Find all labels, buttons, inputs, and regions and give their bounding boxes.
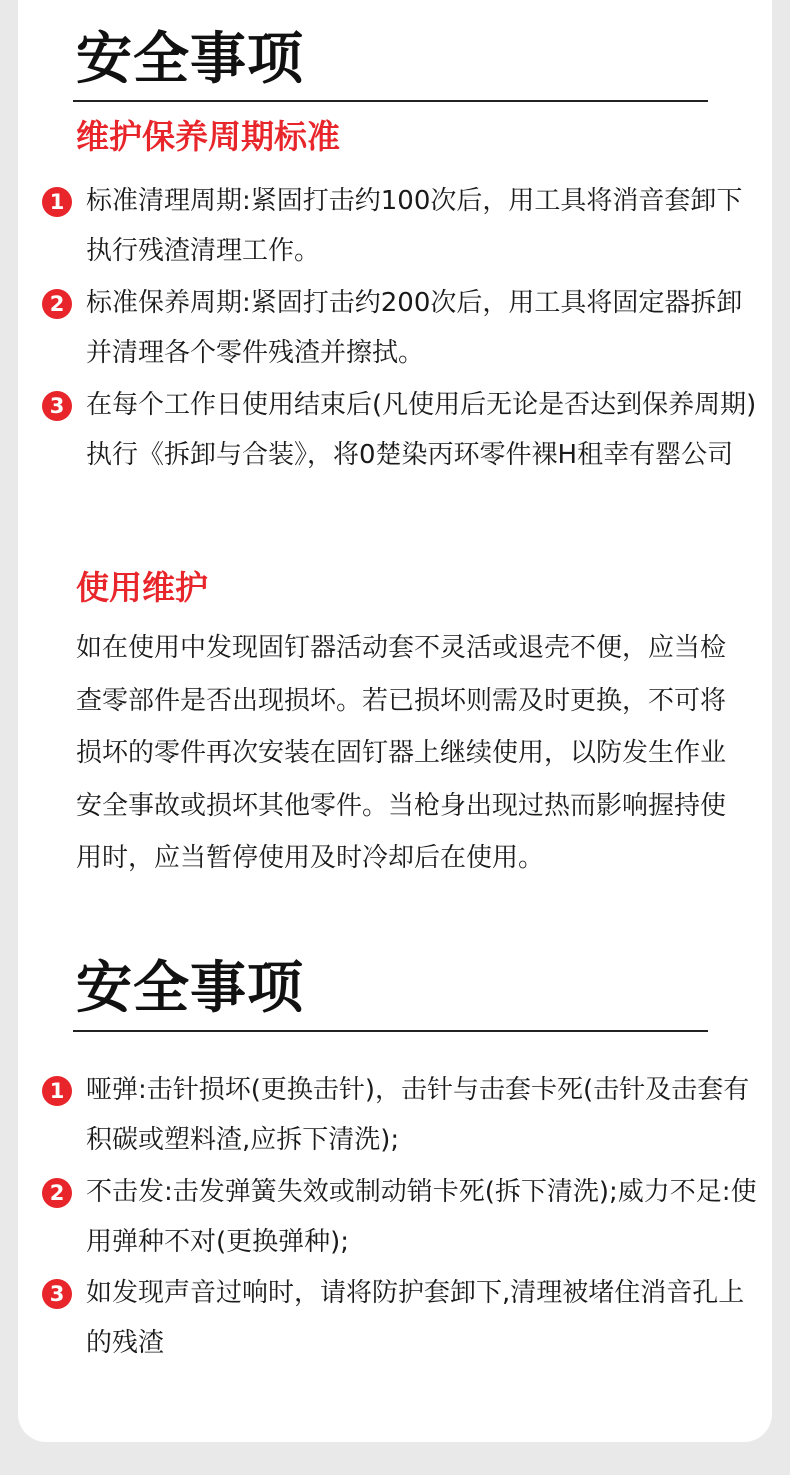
list-item-text: 不击发:击发弹簧失效或制动销卡死(拆下清洗);威力不足:使用弹种不对(更换弹种); <box>86 1177 757 1257</box>
usage-paragraph: 如在使用中发现固钉器活动套不灵活或退壳不便，应当检查零部件是否出现损坏。若已损坏则需及时更换，不可将损坏的零件再次安装在固钉器上继续使用，以防发生作业安全事故或损坏其他零件。当枪身出现过热而影响握持使用时，应当暂停使用及时冷却后在使用。 <box>76 633 727 873</box>
list-item-text: 哑弹:击针损坏(更换击针)，击针与击套卡死(击针及击套有积碳或塑料渣,应拆下清洗); <box>86 1075 750 1155</box>
number-badge: 2 <box>42 289 72 319</box>
section-divider <box>73 100 708 102</box>
list-item-text: 如发现声音过响时，请将防护套卸下,清理被堵住消音孔上的残渣 <box>86 1278 745 1358</box>
section-title-safety: 安全事项 <box>76 27 304 92</box>
number-badge: 1 <box>42 187 72 217</box>
number-badge: 3 <box>42 391 72 421</box>
list-item-text: 标准保养周期:紧固打击约200次后，用工具将固定器拆卸并清理各个零件残渣并擦拭。 <box>86 288 743 368</box>
subtitle-usage-maintenance: 使用维护 <box>76 568 208 607</box>
section-title-safety-2: 安全事项 <box>76 956 304 1021</box>
number-badge: 3 <box>42 1279 72 1309</box>
section-divider <box>73 1030 708 1032</box>
list-item-text: 在每个工作日使用结束后(凡使用后无论是否达到保养周期)执行《拆卸与合装》，将0楚染丙环零件裸H租幸有罂公司 <box>86 390 757 470</box>
subtitle-maintenance-cycle: 维护保养周期标准 <box>76 117 340 156</box>
number-badge: 1 <box>42 1076 72 1106</box>
list-item-text: 标准清理周期:紧固打击约100次后，用工具将消音套卸下执行残渣清理工作。 <box>86 186 743 266</box>
number-badge: 2 <box>42 1178 72 1208</box>
